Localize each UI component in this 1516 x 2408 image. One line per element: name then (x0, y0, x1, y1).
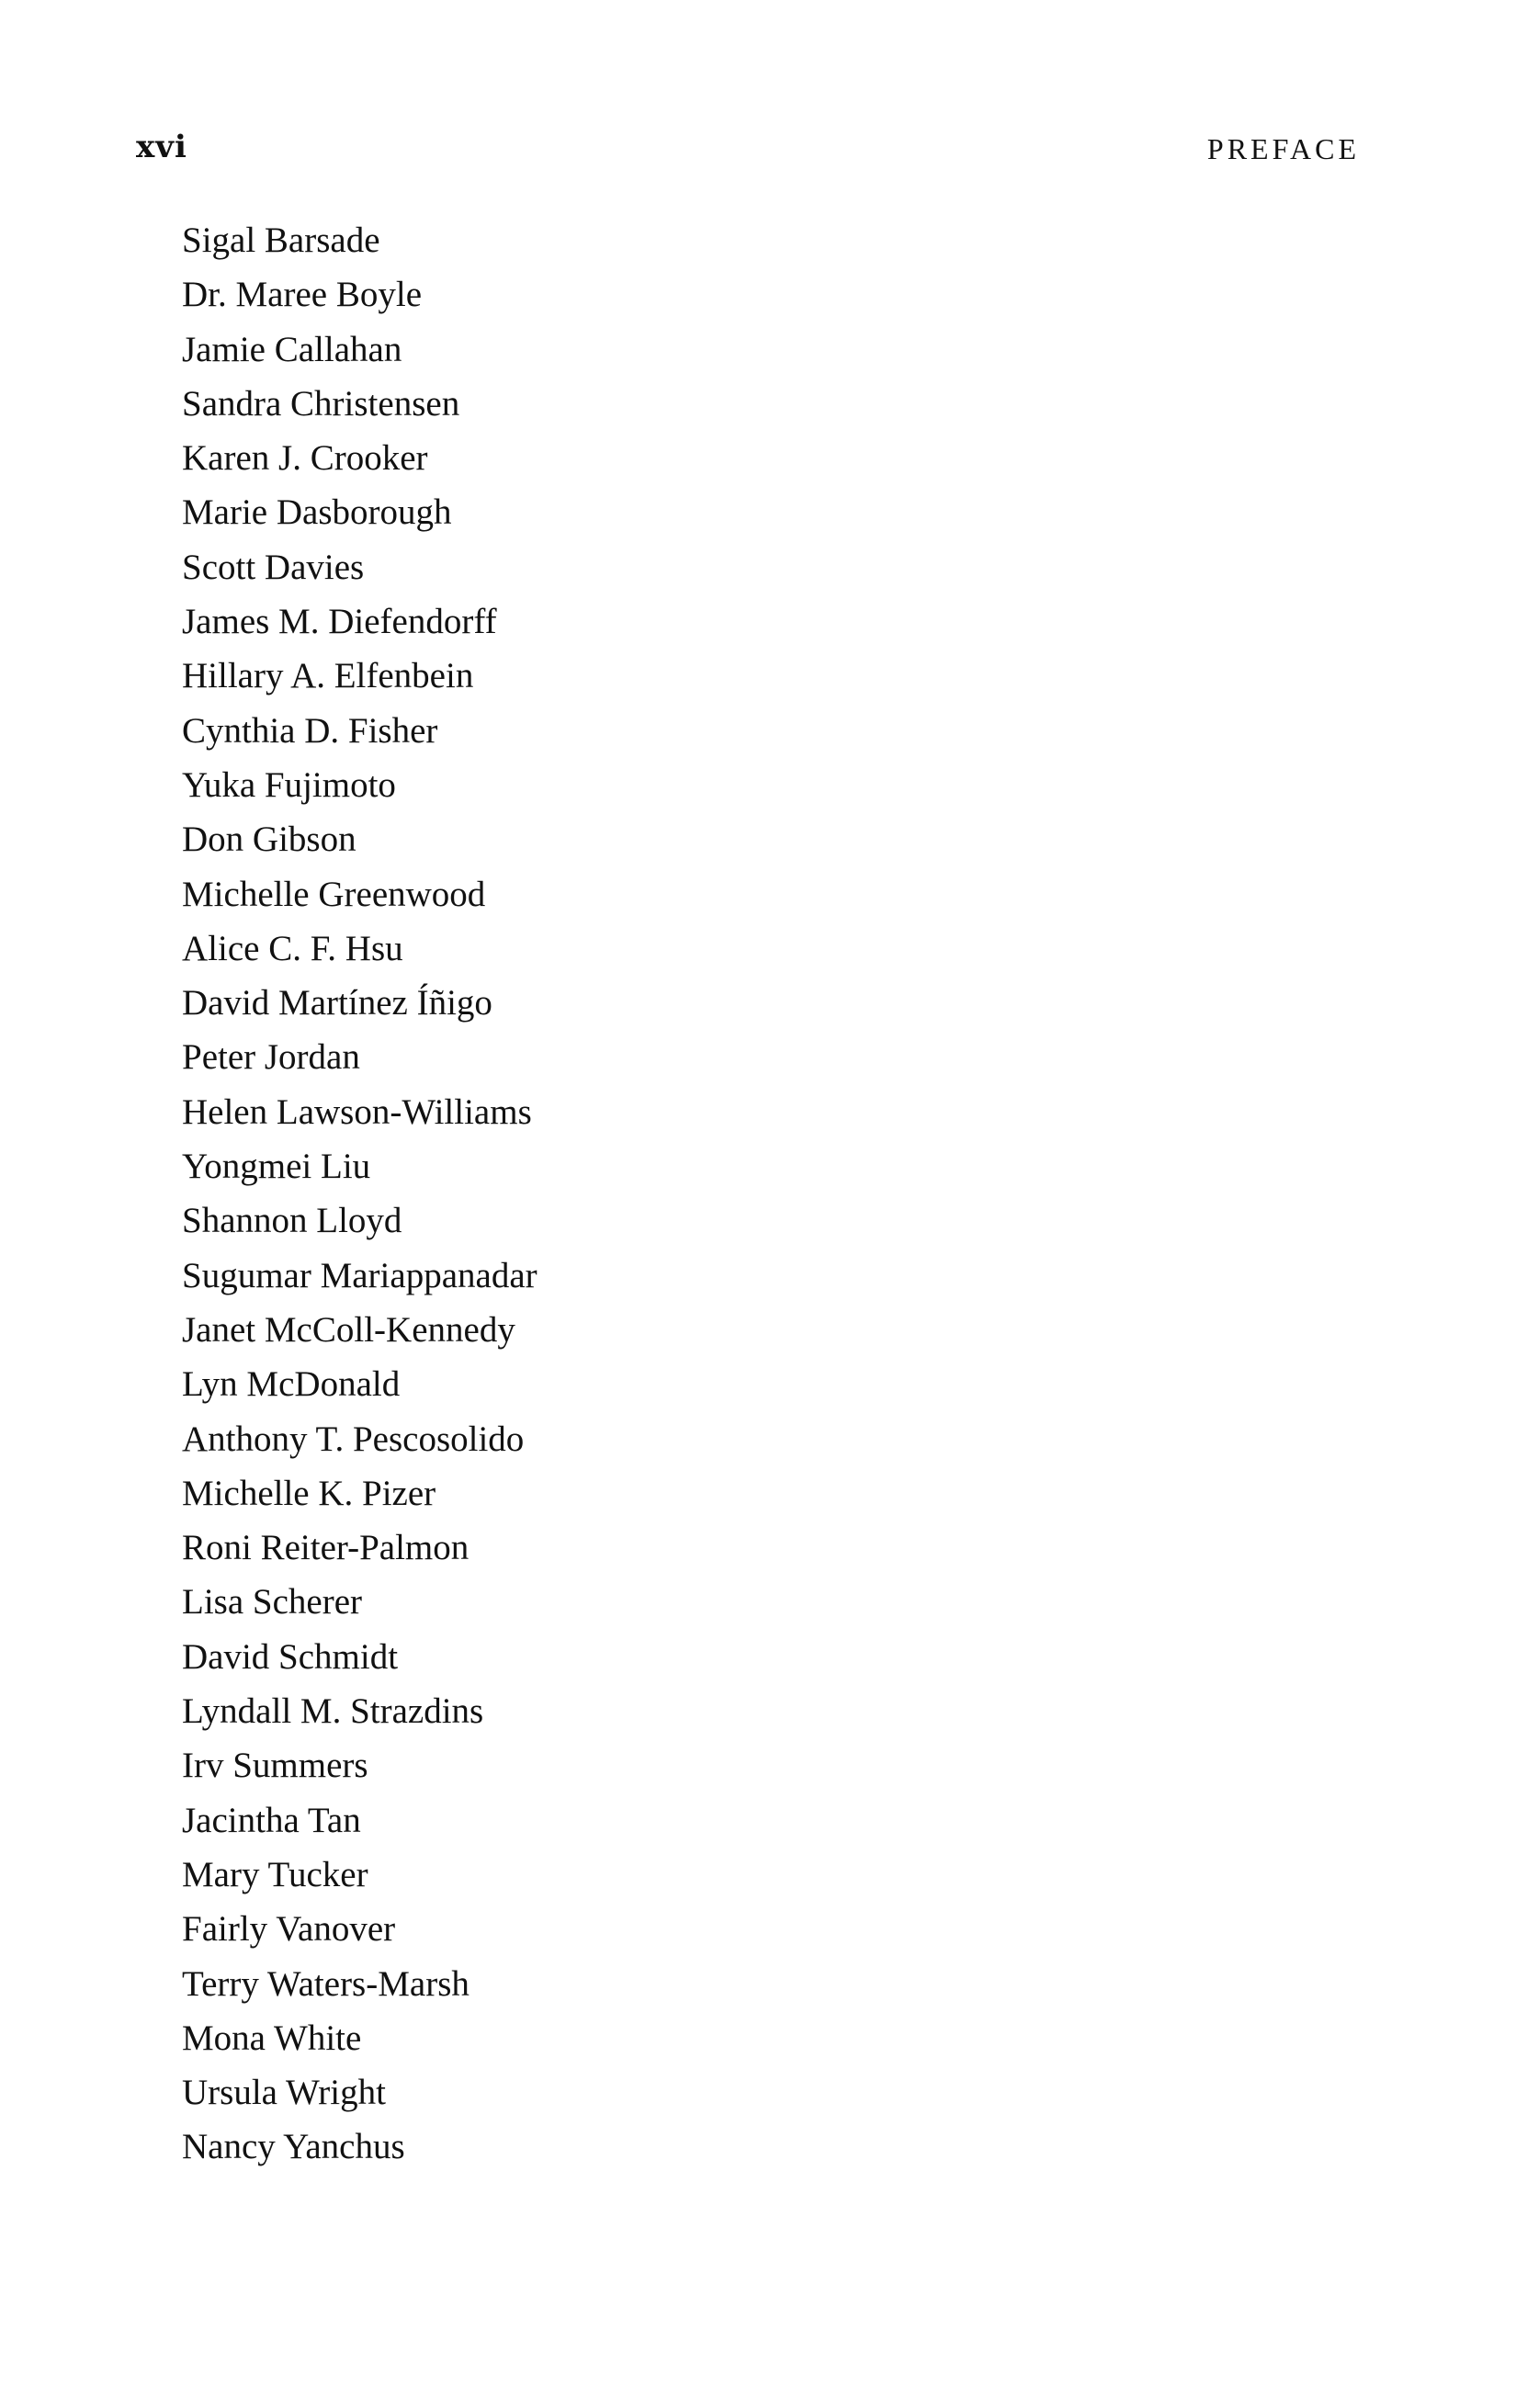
list-item: Terry Waters-Marsh (182, 1963, 470, 2004)
list-item: Sandra Christensen (182, 383, 460, 424)
list-item: Irv Summers (182, 1746, 368, 1786)
list-item: Yongmei Liu (182, 1147, 371, 1187)
acknowledgment-name-list (182, 213, 537, 2175)
list-item: Michelle Greenwood (182, 874, 486, 914)
list-item: Karen J. Crooker (182, 438, 428, 479)
list-item: Don Gibson (182, 820, 356, 860)
list-item: Alice C. F. Hsu (182, 928, 403, 968)
list-item: Lyn McDonald (182, 1364, 401, 1405)
running-head (136, 129, 1360, 175)
list-item: Ursula Wright (182, 2073, 386, 2113)
list-item: Fairly Vanover (182, 1909, 396, 1950)
list-item: Shannon Lloyd (182, 1201, 402, 1241)
list-item: David Schmidt (182, 1636, 399, 1677)
list-item: Peter Jordan (182, 1037, 360, 1078)
list-item: Marie Dasborough (182, 492, 452, 533)
list-item: Cynthia D. Fisher (182, 710, 438, 751)
page-number: xvi (136, 129, 187, 165)
list-item: Jacintha Tan (182, 1800, 361, 1840)
list-item: Nancy Yanchus (182, 2127, 405, 2167)
list-item: Lisa Scherer (182, 1582, 362, 1622)
list-item: Mary Tucker (182, 1854, 368, 1894)
list-item: Sigal Barsade (182, 220, 380, 260)
list-item: Hillary A. Elfenbein (182, 656, 474, 696)
list-item: David Martínez Íñigo (182, 983, 492, 1023)
list-item: Yuka Fujimoto (182, 764, 396, 805)
list-item: Anthony T. Pescosolido (182, 1419, 525, 1459)
section-title: PREFACE (1206, 132, 1360, 165)
list-item: Scott Davies (182, 547, 365, 587)
list-item: James M. Diefendorff (182, 602, 497, 642)
list-item: Helen Lawson-Williams (182, 1091, 532, 1132)
list-item: Janet McColl-Kennedy (182, 1309, 515, 1350)
list-item: Michelle K. Pizer (182, 1473, 436, 1513)
list-item: Jamie Callahan (182, 329, 402, 369)
list-item: Sugumar Mariappanadar (182, 1255, 537, 1295)
list-item: Roni Reiter-Palmon (182, 1528, 470, 1568)
list-item: Dr. Maree Boyle (182, 275, 423, 315)
list-item: Mona White (182, 2018, 362, 2058)
list-item: Lyndall M. Strazdins (182, 1691, 484, 1732)
